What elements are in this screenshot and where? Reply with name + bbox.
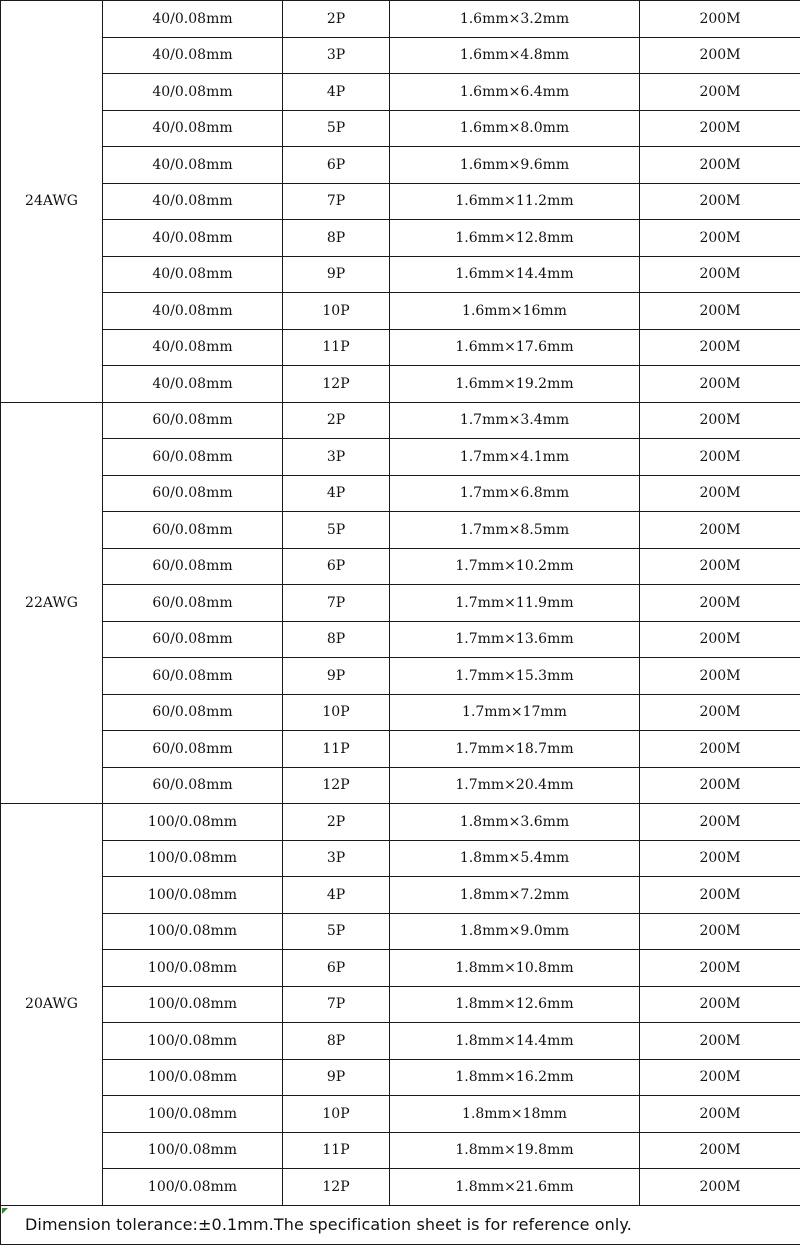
table-row	[1, 621, 800, 658]
dimensions-cell: 1.6mm×11.2mm	[390, 183, 640, 220]
table-row	[1, 512, 800, 549]
conductor-spec-cell: 60/0.08mm	[103, 512, 283, 549]
pin-count-cell: 4P	[283, 74, 390, 111]
dimensions-cell: 1.6mm×8.0mm	[390, 110, 640, 147]
pin-count-cell: 2P	[283, 804, 390, 841]
pin-count-cell: 2P	[283, 1, 390, 38]
conductor-spec-cell: 100/0.08mm	[103, 1096, 283, 1133]
specification-table-body	[1, 1, 800, 1245]
dimensions-cell: 1.8mm×3.6mm	[390, 804, 640, 841]
length-cell: 200M	[640, 731, 800, 768]
length-cell: 200M	[640, 329, 800, 366]
table-row	[1, 1132, 800, 1169]
conductor-spec-cell: 40/0.08mm	[103, 183, 283, 220]
conductor-spec-cell: 60/0.08mm	[103, 585, 283, 622]
length-cell: 200M	[640, 1132, 800, 1169]
pin-count-cell: 11P	[283, 1132, 390, 1169]
pin-count-cell: 4P	[283, 877, 390, 914]
conductor-spec-cell: 60/0.08mm	[103, 475, 283, 512]
dimensions-cell: 1.7mm×18.7mm	[390, 731, 640, 768]
dimensions-cell: 1.6mm×9.6mm	[390, 147, 640, 184]
length-cell: 200M	[640, 256, 800, 293]
pin-count-cell: 3P	[283, 439, 390, 476]
length-cell: 200M	[640, 804, 800, 841]
conductor-spec-cell: 100/0.08mm	[103, 1169, 283, 1206]
length-cell: 200M	[640, 767, 800, 804]
length-cell: 200M	[640, 110, 800, 147]
dimensions-cell: 1.8mm×7.2mm	[390, 877, 640, 914]
dimensions-cell: 1.8mm×10.8mm	[390, 950, 640, 987]
dimensions-cell: 1.6mm×4.8mm	[390, 37, 640, 74]
length-cell: 200M	[640, 1, 800, 38]
table-row	[1, 147, 800, 184]
wire-gauge-cell: 20AWG	[1, 804, 103, 1206]
table-row	[1, 658, 800, 695]
table-row	[1, 986, 800, 1023]
dimensions-cell: 1.8mm×16.2mm	[390, 1059, 640, 1096]
pin-count-cell: 10P	[283, 1096, 390, 1133]
conductor-spec-cell: 40/0.08mm	[103, 74, 283, 111]
pin-count-cell: 7P	[283, 585, 390, 622]
footer-row	[1, 1205, 800, 1244]
pin-count-cell: 10P	[283, 694, 390, 731]
dimensions-cell: 1.7mm×8.5mm	[390, 512, 640, 549]
conductor-spec-cell: 60/0.08mm	[103, 767, 283, 804]
pin-count-cell: 6P	[283, 548, 390, 585]
length-cell: 200M	[640, 548, 800, 585]
length-cell: 200M	[640, 183, 800, 220]
length-cell: 200M	[640, 1169, 800, 1206]
length-cell: 200M	[640, 1023, 800, 1060]
length-cell: 200M	[640, 913, 800, 950]
dimensions-cell: 1.7mm×4.1mm	[390, 439, 640, 476]
table-row	[1, 293, 800, 330]
table-row	[1, 1023, 800, 1060]
pin-count-cell: 9P	[283, 256, 390, 293]
length-cell: 200M	[640, 512, 800, 549]
pin-count-cell: 12P	[283, 1169, 390, 1206]
length-cell: 200M	[640, 147, 800, 184]
table-row	[1, 804, 800, 841]
length-cell: 200M	[640, 402, 800, 439]
dimensions-cell: 1.6mm×16mm	[390, 293, 640, 330]
dimensions-cell: 1.8mm×18mm	[390, 1096, 640, 1133]
table-row	[1, 1, 800, 38]
pin-count-cell: 5P	[283, 913, 390, 950]
conductor-spec-cell: 40/0.08mm	[103, 1, 283, 38]
pin-count-cell: 5P	[283, 512, 390, 549]
pin-count-cell: 12P	[283, 767, 390, 804]
conductor-spec-cell: 60/0.08mm	[103, 731, 283, 768]
table-row	[1, 329, 800, 366]
pin-count-cell: 8P	[283, 621, 390, 658]
conductor-spec-cell: 40/0.08mm	[103, 293, 283, 330]
dimensions-cell: 1.6mm×12.8mm	[390, 220, 640, 257]
length-cell: 200M	[640, 475, 800, 512]
dimensions-cell: 1.7mm×13.6mm	[390, 621, 640, 658]
dimensions-cell: 1.6mm×17.6mm	[390, 329, 640, 366]
cell-corner-marker	[2, 1208, 8, 1214]
table-row	[1, 877, 800, 914]
conductor-spec-cell: 60/0.08mm	[103, 694, 283, 731]
dimensions-cell: 1.7mm×15.3mm	[390, 658, 640, 695]
conductor-spec-cell: 60/0.08mm	[103, 621, 283, 658]
dimensions-cell: 1.7mm×6.8mm	[390, 475, 640, 512]
conductor-spec-cell: 40/0.08mm	[103, 220, 283, 257]
dimensions-cell: 1.8mm×9.0mm	[390, 913, 640, 950]
pin-count-cell: 8P	[283, 220, 390, 257]
length-cell: 200M	[640, 37, 800, 74]
dimensions-cell: 1.8mm×19.8mm	[390, 1132, 640, 1169]
length-cell: 200M	[640, 694, 800, 731]
dimensions-cell: 1.6mm×14.4mm	[390, 256, 640, 293]
table-row	[1, 767, 800, 804]
dimensions-cell: 1.7mm×3.4mm	[390, 402, 640, 439]
conductor-spec-cell: 40/0.08mm	[103, 110, 283, 147]
table-row	[1, 74, 800, 111]
table-row	[1, 731, 800, 768]
table-row	[1, 439, 800, 476]
table-row	[1, 1169, 800, 1206]
table-row	[1, 585, 800, 622]
pin-count-cell: 5P	[283, 110, 390, 147]
dimensions-cell: 1.6mm×3.2mm	[390, 1, 640, 38]
conductor-spec-cell: 60/0.08mm	[103, 548, 283, 585]
length-cell: 200M	[640, 1096, 800, 1133]
conductor-spec-cell: 100/0.08mm	[103, 1059, 283, 1096]
conductor-spec-cell: 100/0.08mm	[103, 840, 283, 877]
dimensions-cell: 1.6mm×6.4mm	[390, 74, 640, 111]
dimensions-cell: 1.8mm×21.6mm	[390, 1169, 640, 1206]
pin-count-cell: 3P	[283, 840, 390, 877]
table-row	[1, 402, 800, 439]
pin-count-cell: 11P	[283, 329, 390, 366]
pin-count-cell: 11P	[283, 731, 390, 768]
length-cell: 200M	[640, 986, 800, 1023]
table-row	[1, 840, 800, 877]
length-cell: 200M	[640, 220, 800, 257]
conductor-spec-cell: 100/0.08mm	[103, 950, 283, 987]
conductor-spec-cell: 100/0.08mm	[103, 877, 283, 914]
length-cell: 200M	[640, 74, 800, 111]
dimensions-cell: 1.7mm×17mm	[390, 694, 640, 731]
table-row	[1, 110, 800, 147]
dimensions-cell: 1.8mm×12.6mm	[390, 986, 640, 1023]
length-cell: 200M	[640, 658, 800, 695]
length-cell: 200M	[640, 366, 800, 403]
length-cell: 200M	[640, 950, 800, 987]
table-row	[1, 1096, 800, 1133]
table-row	[1, 913, 800, 950]
pin-count-cell: 2P	[283, 402, 390, 439]
length-cell: 200M	[640, 585, 800, 622]
table-row	[1, 256, 800, 293]
dimensions-cell: 1.7mm×20.4mm	[390, 767, 640, 804]
dimensions-cell: 1.8mm×14.4mm	[390, 1023, 640, 1060]
pin-count-cell: 8P	[283, 1023, 390, 1060]
dimensions-cell: 1.6mm×19.2mm	[390, 366, 640, 403]
table-row	[1, 183, 800, 220]
table-row	[1, 548, 800, 585]
pin-count-cell: 6P	[283, 950, 390, 987]
conductor-spec-cell: 40/0.08mm	[103, 329, 283, 366]
conductor-spec-cell: 100/0.08mm	[103, 1132, 283, 1169]
table-row	[1, 694, 800, 731]
conductor-spec-cell: 100/0.08mm	[103, 986, 283, 1023]
footer-note: Dimension tolerance:±0.1mm.The specification sheet is for reference only.	[1, 1205, 800, 1244]
table-row	[1, 220, 800, 257]
pin-count-cell: 10P	[283, 293, 390, 330]
conductor-spec-cell: 100/0.08mm	[103, 1023, 283, 1060]
pin-count-cell: 7P	[283, 986, 390, 1023]
dimensions-cell: 1.7mm×10.2mm	[390, 548, 640, 585]
table-row	[1, 1059, 800, 1096]
pin-count-cell: 6P	[283, 147, 390, 184]
table-row	[1, 950, 800, 987]
length-cell: 200M	[640, 840, 800, 877]
wire-gauge-cell: 22AWG	[1, 402, 103, 804]
pin-count-cell: 3P	[283, 37, 390, 74]
pin-count-cell: 9P	[283, 1059, 390, 1096]
dimensions-cell: 1.8mm×5.4mm	[390, 840, 640, 877]
pin-count-cell: 4P	[283, 475, 390, 512]
table-row	[1, 366, 800, 403]
table-row	[1, 475, 800, 512]
conductor-spec-cell: 60/0.08mm	[103, 439, 283, 476]
length-cell: 200M	[640, 621, 800, 658]
conductor-spec-cell: 40/0.08mm	[103, 256, 283, 293]
conductor-spec-cell: 100/0.08mm	[103, 913, 283, 950]
wire-gauge-cell: 24AWG	[1, 1, 103, 403]
conductor-spec-cell: 60/0.08mm	[103, 658, 283, 695]
conductor-spec-cell: 40/0.08mm	[103, 366, 283, 403]
table-row	[1, 37, 800, 74]
length-cell: 200M	[640, 439, 800, 476]
pin-count-cell: 12P	[283, 366, 390, 403]
conductor-spec-cell: 40/0.08mm	[103, 147, 283, 184]
length-cell: 200M	[640, 1059, 800, 1096]
length-cell: 200M	[640, 293, 800, 330]
conductor-spec-cell: 60/0.08mm	[103, 402, 283, 439]
length-cell: 200M	[640, 877, 800, 914]
conductor-spec-cell: 100/0.08mm	[103, 804, 283, 841]
pin-count-cell: 9P	[283, 658, 390, 695]
pin-count-cell: 7P	[283, 183, 390, 220]
dimensions-cell: 1.7mm×11.9mm	[390, 585, 640, 622]
conductor-spec-cell: 40/0.08mm	[103, 37, 283, 74]
